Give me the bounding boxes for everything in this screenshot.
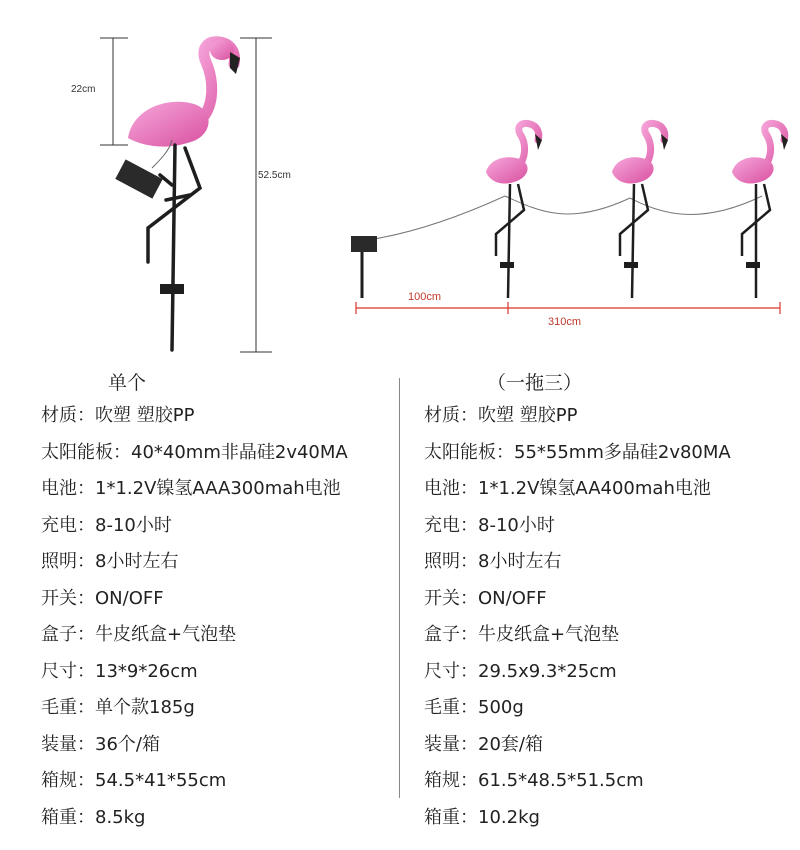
spec-row: 盒子：牛皮纸盒+气泡垫	[424, 624, 620, 645]
three-flamingo-light-set-icon	[351, 123, 788, 314]
spec-row: 毛重：单个款185g	[41, 697, 195, 718]
spec-row: 箱重：8.5kg	[41, 806, 146, 828]
set-spec-list	[424, 398, 731, 836]
set-column-title: （一拖三）	[487, 372, 583, 394]
spec-row: 毛重：500g	[424, 697, 524, 718]
spec-row: 盒子：牛皮纸盒+气泡垫	[41, 624, 237, 645]
single-spec-list	[41, 398, 348, 836]
spec-row: 装量：36个/箱	[41, 733, 160, 755]
spec-row: 电池：1*1.2V镍氢AAA300mah电池	[41, 478, 341, 499]
spec-row: 箱重：10.2kg	[424, 806, 540, 828]
dimension-spacing: 100cm	[408, 291, 442, 303]
spec-row: 箱规：61.5*48.5*51.5cm	[424, 770, 644, 791]
flamingo-illustration-icon	[0, 0, 800, 360]
spec-row: 尺寸：29.5x9.3*25cm	[424, 660, 617, 682]
spec-row: 照明：8小时左右	[424, 551, 562, 572]
spec-row: 太阳能板：40*40mm非晶硅2v40MA	[41, 441, 348, 463]
spec-row: 尺寸：13*9*26cm	[41, 660, 198, 682]
product-figure	[0, 0, 800, 360]
single-column-title: 单个	[108, 372, 147, 394]
spec-row: 照明：8小时左右	[41, 551, 179, 572]
dimension-total-length: 310cm	[548, 316, 582, 328]
spec-row: 装量：20套/箱	[424, 733, 543, 755]
spec-row: 电池：1*1.2V镍氢AA400mah电池	[424, 478, 711, 499]
dimension-total-height: 52.5cm	[258, 170, 291, 181]
spec-row: 充电：8-10小时	[424, 514, 555, 536]
spec-row: 开关：ON/OFF	[41, 587, 164, 609]
spec-row: 开关：ON/OFF	[424, 587, 547, 609]
column-divider	[399, 378, 400, 798]
spec-row: 材质：吹塑 塑胶PP	[41, 405, 195, 426]
spec-row: 箱规：54.5*41*55cm	[41, 770, 227, 791]
spec-row: 太阳能板：55*55mm多晶硅2v80MA	[424, 441, 731, 463]
single-flamingo-light-icon	[115, 40, 240, 350]
spec-row: 材质：吹塑 塑胶PP	[424, 405, 578, 426]
dimension-top-height: 22cm	[71, 84, 96, 95]
spec-row: 充电：8-10小时	[41, 514, 172, 536]
